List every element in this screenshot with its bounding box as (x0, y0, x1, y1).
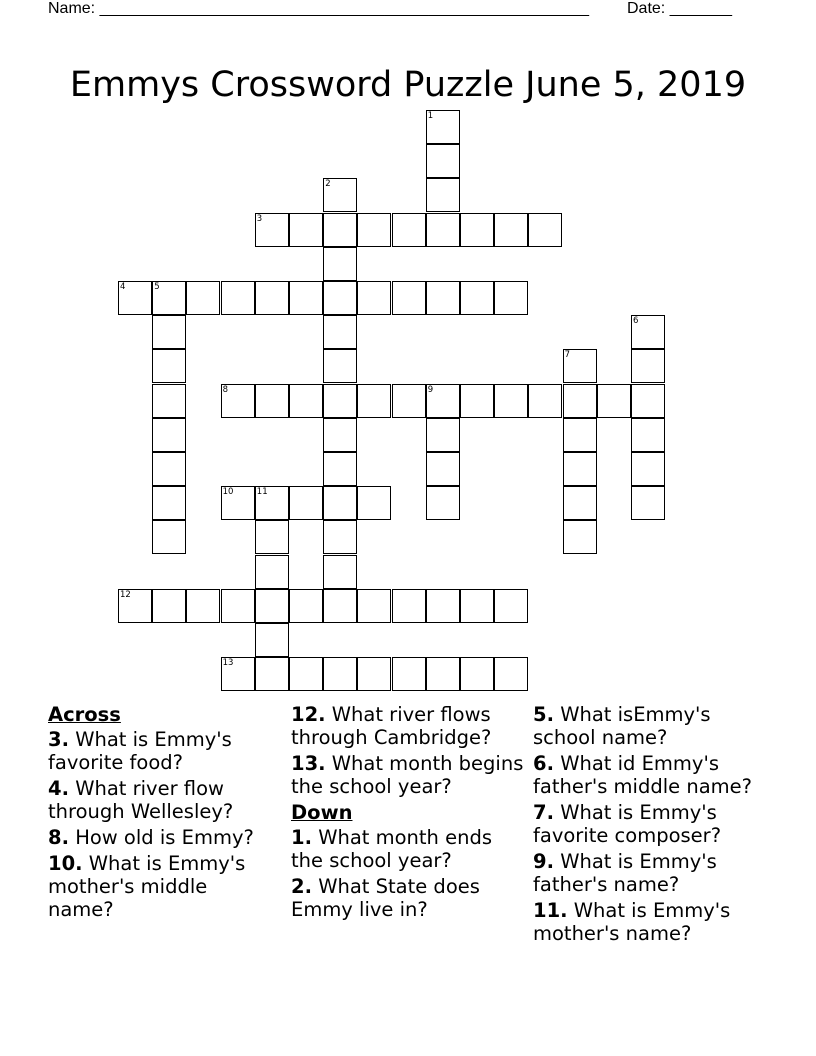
grid-cell[interactable] (323, 418, 357, 452)
clue-down-5 (533, 703, 773, 749)
clue-number: 2. (291, 875, 312, 898)
grid-cell[interactable] (255, 281, 289, 315)
grid-cell[interactable] (631, 486, 665, 520)
grid-cell[interactable] (152, 349, 186, 383)
clue-down-1 (291, 826, 527, 872)
clue-down-7 (533, 801, 773, 847)
grid-cell[interactable] (323, 247, 357, 281)
clue-number: 9. (533, 850, 554, 873)
clue-number: 8. (48, 826, 69, 849)
grid-cell[interactable] (392, 281, 426, 315)
clue-text: What month begins the school year? (291, 752, 524, 798)
grid-cell[interactable] (255, 486, 289, 520)
clue-text: What river flow through Wellesley? (48, 777, 234, 823)
clue-down-11 (533, 899, 773, 945)
grid-cell[interactable] (255, 623, 289, 657)
cell-number: 8 (222, 384, 229, 395)
down-heading: Down (291, 801, 353, 824)
cell-number: 6 (633, 316, 639, 327)
grid-cell[interactable] (460, 281, 494, 315)
cell-number: 3 (256, 213, 263, 224)
grid-cell[interactable] (426, 144, 460, 178)
grid-cell[interactable] (631, 418, 665, 452)
grid-cell[interactable] (426, 486, 460, 520)
grid-cell[interactable] (426, 589, 460, 623)
grid-cell[interactable] (221, 589, 255, 623)
grid-cell[interactable] (289, 213, 323, 247)
grid-cell[interactable] (392, 384, 426, 418)
cell-number: 4 (120, 282, 126, 292)
clue-text: What is Emmy's mother's middle name? (48, 852, 246, 921)
grid-cell[interactable] (152, 315, 186, 349)
clue-number: 5. (533, 703, 554, 726)
clue-text: What month ends the school year? (291, 826, 493, 872)
grid-cell[interactable] (494, 657, 528, 691)
grid-cell[interactable] (528, 384, 562, 418)
grid-cell[interactable] (289, 657, 323, 691)
grid-cell[interactable] (323, 178, 357, 212)
grid-cell[interactable] (152, 384, 186, 418)
grid-cell[interactable] (631, 452, 665, 486)
grid-cell[interactable] (323, 281, 357, 315)
grid-cell[interactable] (152, 589, 186, 623)
grid-cell[interactable] (323, 452, 357, 486)
grid-cell[interactable] (528, 213, 562, 247)
grid-cell[interactable] (323, 486, 357, 520)
grid-cell[interactable] (118, 589, 152, 623)
grid-cell[interactable] (221, 486, 255, 520)
grid-cell[interactable] (631, 384, 665, 418)
grid-cell[interactable] (357, 486, 391, 520)
clue-number: 4. (48, 777, 69, 800)
clue-number: 13. (291, 752, 326, 775)
grid-cell[interactable] (186, 589, 220, 623)
clue-down-9 (533, 850, 773, 896)
clue-text: What river flows through Cambridge? (291, 703, 492, 749)
cell-number: 5 (154, 282, 160, 292)
grid-cell[interactable] (426, 178, 460, 212)
grid-cell[interactable] (563, 349, 597, 383)
grid-cell[interactable] (255, 589, 289, 623)
grid-cell[interactable] (255, 520, 289, 554)
grid-cell[interactable] (289, 589, 323, 623)
grid-cell[interactable] (563, 384, 597, 418)
clues-column-2 (291, 703, 527, 924)
grid-cell[interactable] (152, 418, 186, 452)
grid-cell[interactable] (597, 384, 631, 418)
grid-cell[interactable] (152, 520, 186, 554)
grid-cell[interactable] (323, 349, 357, 383)
grid-cell[interactable] (426, 384, 460, 418)
grid-cell[interactable] (357, 657, 391, 691)
page-title: Emmys Crossword Puzzle June 5, 2019 (69, 65, 747, 106)
clue-number: 3. (48, 728, 69, 751)
cell-number: 9 (427, 384, 434, 395)
grid-cell[interactable] (289, 486, 323, 520)
grid-cell[interactable] (357, 589, 391, 623)
grid-cell[interactable] (494, 589, 528, 623)
clue-number: 6. (533, 752, 554, 775)
grid-cell[interactable] (255, 213, 289, 247)
grid-cell[interactable] (460, 589, 494, 623)
clue-text: What is Emmy's mother's name? (533, 899, 731, 945)
clue-number: 11. (533, 899, 568, 922)
grid-cell[interactable] (392, 657, 426, 691)
cell-number: 2 (325, 179, 331, 190)
grid-cell[interactable] (426, 213, 460, 247)
grid-cell[interactable] (426, 418, 460, 452)
grid-cell[interactable] (460, 384, 494, 418)
clue-across-3 (48, 728, 278, 774)
clue-down-6 (533, 752, 773, 798)
clue-text: What is Emmy's favorite food? (48, 728, 232, 774)
grid-cell[interactable] (221, 657, 255, 691)
grid-cell[interactable] (323, 384, 357, 418)
grid-cell[interactable] (563, 486, 597, 520)
clue-across-12 (291, 703, 527, 749)
clue-down-2 (291, 875, 527, 921)
grid-cell[interactable] (152, 452, 186, 486)
grid-cell[interactable] (563, 452, 597, 486)
grid-cell[interactable] (152, 486, 186, 520)
grid-cell[interactable] (494, 384, 528, 418)
grid-cell[interactable] (392, 589, 426, 623)
grid-cell[interactable] (357, 213, 391, 247)
grid-cell[interactable] (255, 384, 289, 418)
grid-cell[interactable] (323, 520, 357, 554)
grid-cell[interactable] (631, 315, 665, 349)
clue-across-8 (48, 826, 278, 849)
cell-number: 11 (256, 487, 268, 498)
grid-cell[interactable] (494, 281, 528, 315)
grid-cell[interactable] (357, 384, 391, 418)
clue-text: What is Emmy's father's name? (533, 850, 717, 896)
cell-number: 13 (222, 658, 234, 669)
clue-number: 1. (291, 826, 312, 849)
clues-column-1 (48, 703, 278, 924)
grid-cell[interactable] (460, 213, 494, 247)
grid-cell[interactable] (221, 281, 255, 315)
grid-cell[interactable] (255, 555, 289, 589)
grid-cell[interactable] (426, 452, 460, 486)
cell-number: 10 (222, 487, 234, 498)
grid-cell[interactable] (563, 418, 597, 452)
clue-across-10 (48, 852, 278, 921)
clue-number: 10. (48, 852, 83, 875)
date-line: Date: _______ (627, 0, 732, 17)
grid-cell[interactable] (221, 384, 255, 418)
grid-cell[interactable] (323, 657, 357, 691)
grid-cell[interactable] (494, 213, 528, 247)
grid-cell[interactable] (289, 281, 323, 315)
cell-number: 12 (120, 589, 131, 600)
cell-number: 7 (564, 350, 571, 361)
cell-number: 1 (427, 111, 434, 121)
grid-cell[interactable] (323, 213, 357, 247)
grid-cell[interactable] (426, 657, 460, 691)
clue-text: What is Emmy's favorite composer? (533, 801, 722, 847)
clue-text: What id Emmy's father's middle name? (533, 752, 752, 798)
clue-text: What State does Emmy live in? (291, 875, 480, 921)
grid-cell[interactable] (357, 281, 391, 315)
clues-column-3 (533, 703, 773, 948)
grid-cell[interactable] (186, 281, 220, 315)
clue-text: How old is Emmy? (75, 826, 254, 849)
across-heading: Across (48, 703, 121, 726)
clue-across-4 (48, 777, 278, 823)
clue-number: 12. (291, 703, 326, 726)
grid-cell[interactable] (426, 110, 460, 144)
grid-cell[interactable] (426, 281, 460, 315)
grid-cell[interactable] (460, 657, 494, 691)
grid-cell[interactable] (152, 281, 186, 315)
grid-cell[interactable] (118, 281, 152, 315)
grid-cell[interactable] (323, 589, 357, 623)
clue-text: What isEmmy's school name? (533, 703, 711, 749)
grid-cell[interactable] (392, 213, 426, 247)
grid-cell[interactable] (323, 315, 357, 349)
clue-number: 7. (533, 801, 554, 824)
grid-cell[interactable] (563, 520, 597, 554)
grid-cell[interactable] (631, 349, 665, 383)
name-line: Name: _______________________________________________________ (48, 0, 589, 17)
grid-cell[interactable] (289, 384, 323, 418)
grid-cell[interactable] (323, 555, 357, 589)
clue-across-13 (291, 752, 527, 798)
grid-cell[interactable] (255, 657, 289, 691)
